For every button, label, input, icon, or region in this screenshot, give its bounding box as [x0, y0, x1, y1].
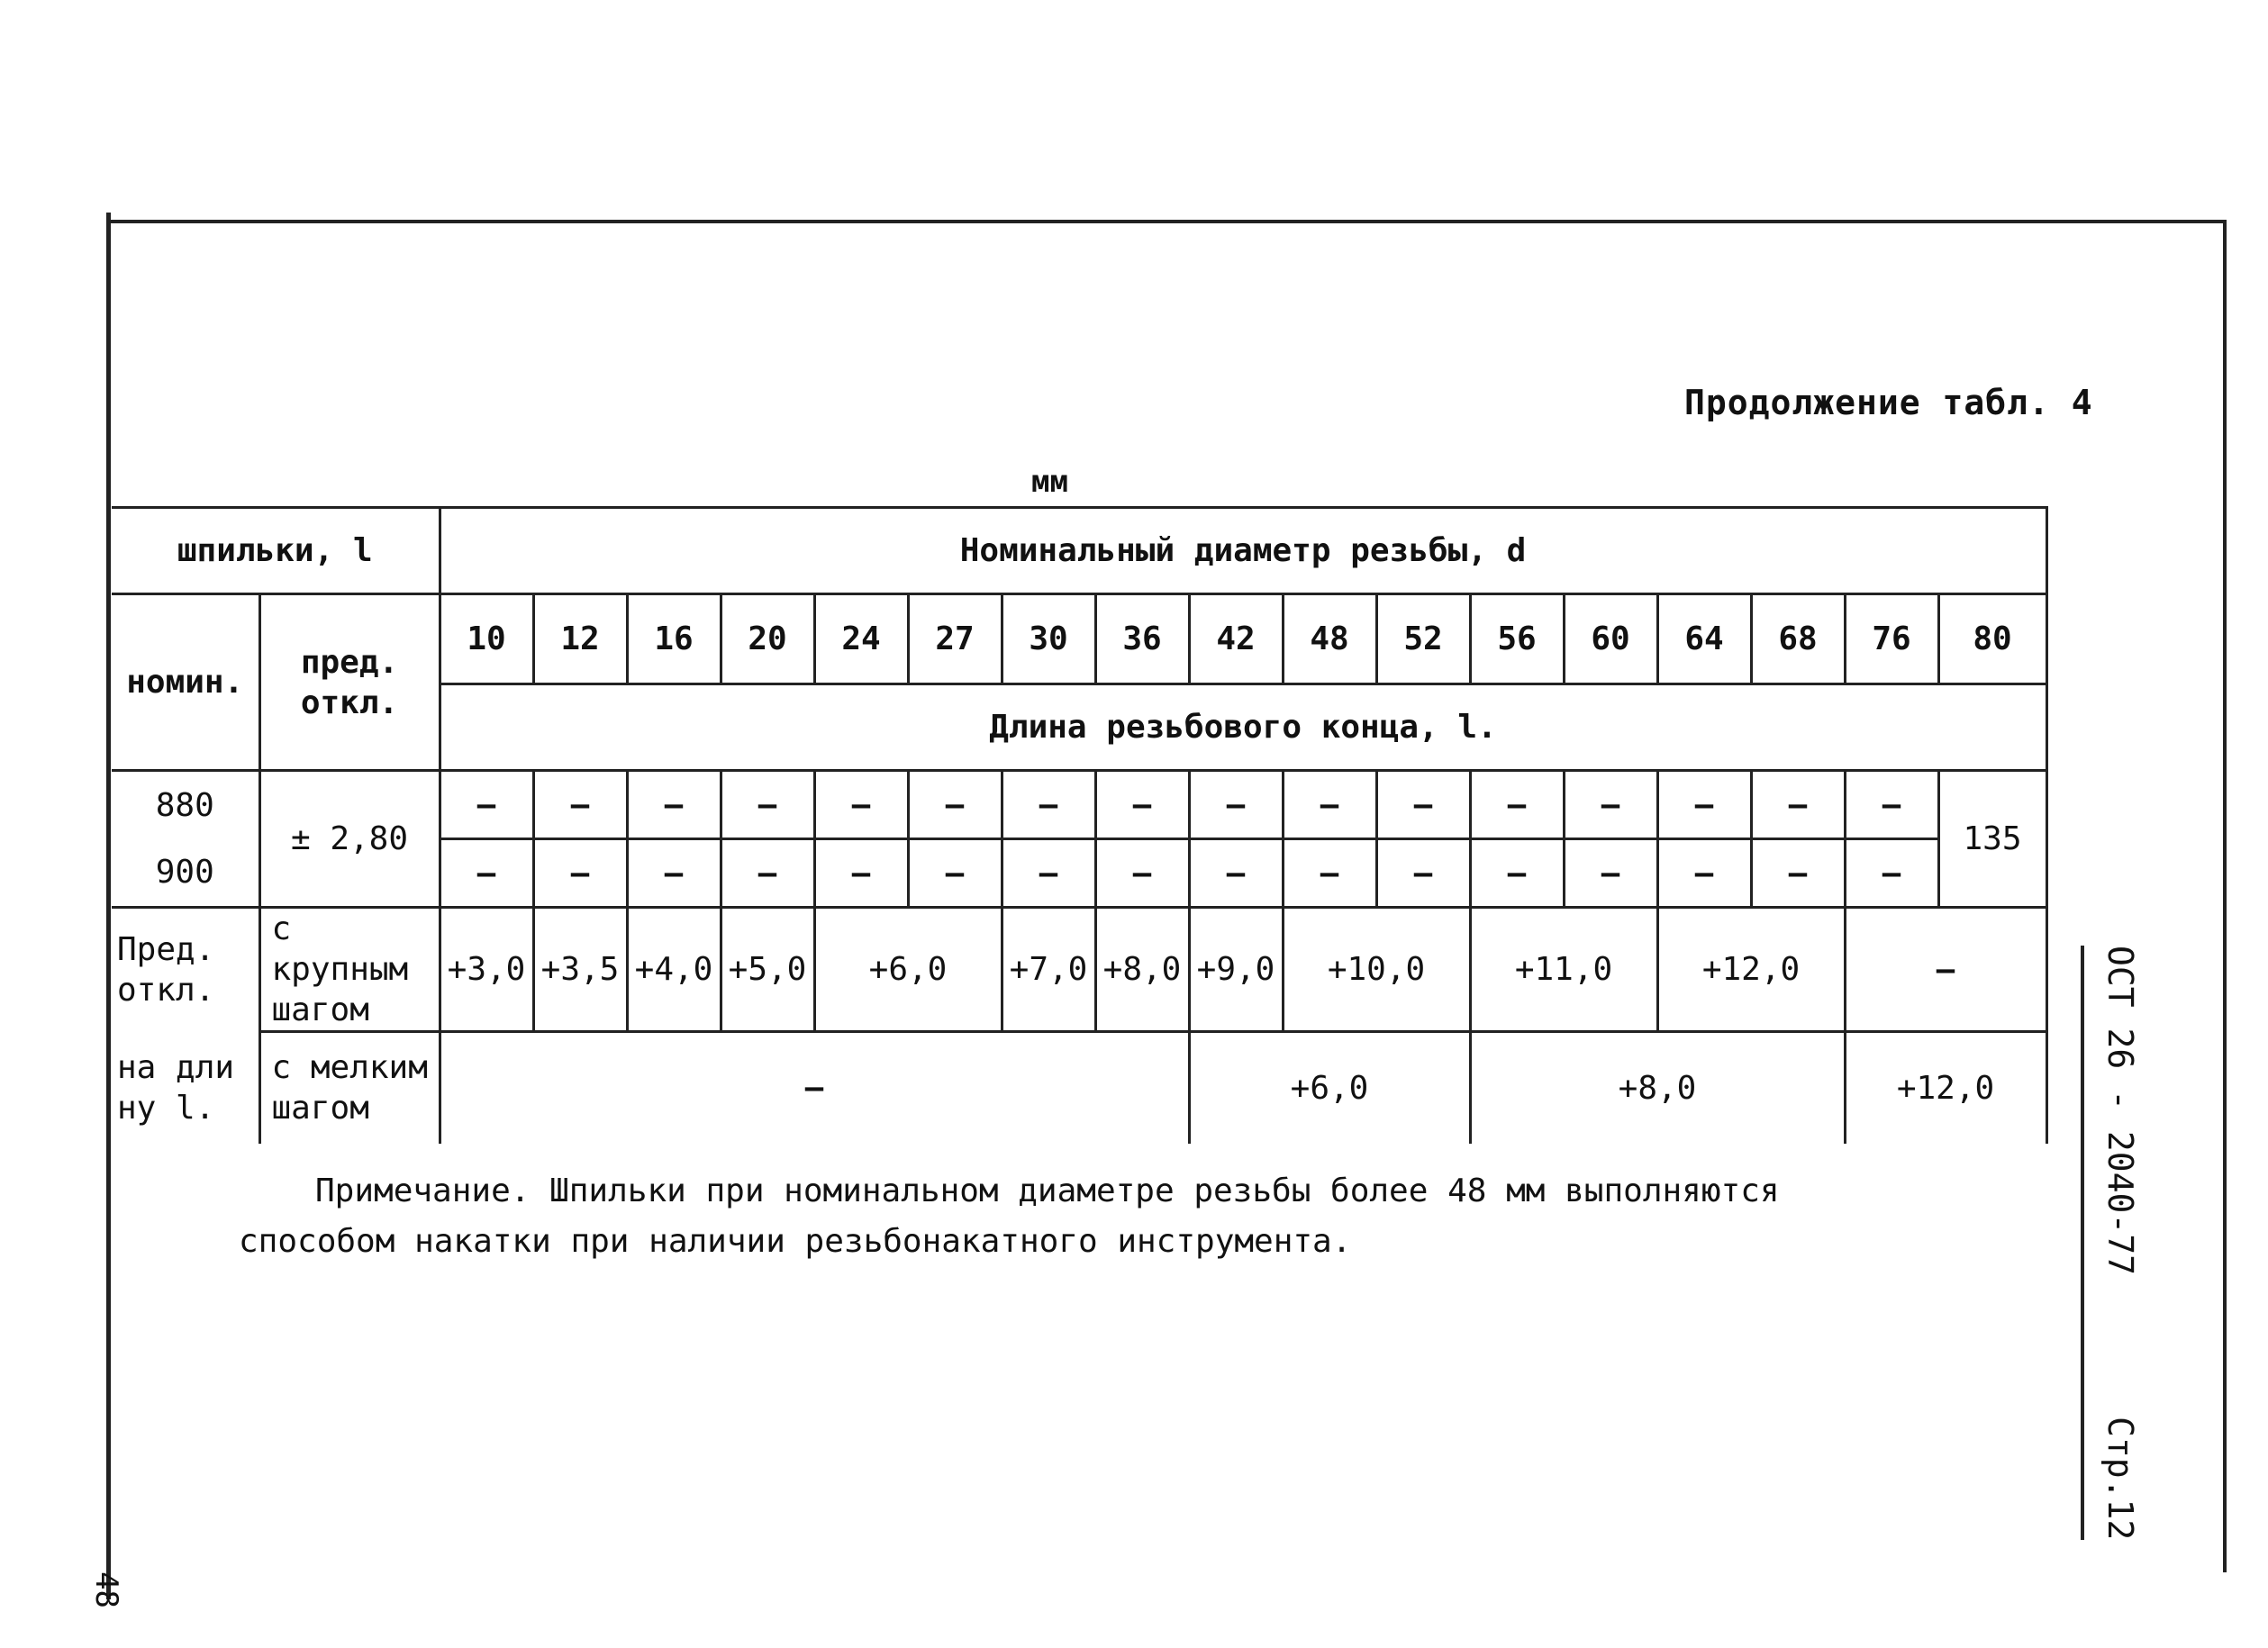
bottom-page-number: 48	[88, 1571, 124, 1608]
tolerance-header: пред. откл.	[259, 594, 440, 771]
row-880-cell: –	[1095, 771, 1189, 839]
fine-value: +8,0	[1470, 1032, 1845, 1144]
coarse-value: +8,0	[1095, 908, 1189, 1032]
side-document-code	[2081, 946, 2140, 1540]
coarse-value: +7,0	[1002, 908, 1095, 1032]
thread-length-header: Длина резьбового конца, l.	[440, 684, 2046, 771]
coarse-value: +3,0	[440, 908, 533, 1032]
frame-left-line	[106, 213, 111, 1599]
diameter-27: 27	[908, 594, 1002, 684]
coarse-value: +12,0	[1657, 908, 1845, 1032]
diameter-56: 56	[1470, 594, 1564, 684]
row-880-cell: –	[1470, 771, 1564, 839]
diameter-68: 68	[1751, 594, 1845, 684]
row-900-cell: –	[1845, 839, 1938, 908]
row-880-cell: –	[721, 771, 814, 839]
row-880-cell: –	[1283, 771, 1376, 839]
diameter-48: 48	[1283, 594, 1376, 684]
coarse-value: +11,0	[1470, 908, 1657, 1032]
row-880-cell: –	[1564, 771, 1657, 839]
tolerance-value: ± 2,80	[259, 771, 440, 908]
deviation-label-bottom: на дли ну l.	[112, 1032, 259, 1144]
row-880-cell: –	[440, 771, 533, 839]
coarse-value: +10,0	[1283, 908, 1470, 1032]
diameter-52: 52	[1376, 594, 1470, 684]
unit-label: мм	[1031, 464, 1068, 500]
coarse-value: +3,5	[533, 908, 627, 1032]
row-880-cell: –	[1845, 771, 1938, 839]
diameter-64: 64	[1657, 594, 1751, 684]
diameter-76: 76	[1845, 594, 1938, 684]
diameter-20: 20	[721, 594, 814, 684]
coarse-value: +5,0	[721, 908, 814, 1032]
row-880-cell: –	[533, 771, 627, 839]
diameter-12: 12	[533, 594, 627, 684]
diameter-80: 80	[1938, 594, 2046, 684]
row-880-cell: –	[1189, 771, 1283, 839]
row-900-cell: –	[814, 839, 908, 908]
row-900-cell: –	[627, 839, 721, 908]
fine-value: +6,0	[1189, 1032, 1470, 1144]
fine-value: +12,0	[1845, 1032, 2046, 1144]
diameter-60: 60	[1564, 594, 1657, 684]
row-880-cell: –	[1751, 771, 1845, 839]
coarse-value: –	[1845, 908, 2046, 1032]
row-880-cell: –	[627, 771, 721, 839]
frame-right-line	[2223, 222, 2227, 1572]
row-900-cell: –	[1751, 839, 1845, 908]
row-900-cell: –	[721, 839, 814, 908]
row-880-cell: –	[1657, 771, 1751, 839]
continuation-label: Продолжение табл. 4	[1684, 383, 2093, 422]
coarse-value: +9,0	[1189, 908, 1283, 1032]
fine-value: –	[440, 1032, 1189, 1144]
diameter-header: Номинальный диаметр резьбы, d	[440, 508, 2046, 594]
diameter-16: 16	[627, 594, 721, 684]
row-900-cell: –	[1002, 839, 1095, 908]
stud-length-header: шпильки, l	[112, 508, 440, 594]
deviation-label-top: Пред. откл.	[112, 908, 259, 1032]
diameter-36: 36	[1095, 594, 1189, 684]
row-880-cell: –	[1376, 771, 1470, 839]
row-900-cell: –	[1470, 839, 1564, 908]
diameter-30: 30	[1002, 594, 1095, 684]
row-900-cell: –	[908, 839, 1002, 908]
stud-table	[112, 506, 2048, 1144]
coarse-pitch-label: с крупным шагом	[259, 908, 440, 1032]
diameter-42: 42	[1189, 594, 1283, 684]
side-page-text: Стр.12	[2100, 1416, 2140, 1540]
nominal-900: 900	[112, 839, 259, 908]
row-900-cell: –	[1095, 839, 1189, 908]
row-900-cell: –	[440, 839, 533, 908]
nominal-880: 880	[112, 771, 259, 839]
fine-pitch-label: с мелким шагом	[259, 1032, 440, 1144]
row-900-cell: –	[1564, 839, 1657, 908]
row-880-cell: –	[814, 771, 908, 839]
col80-value: 135	[1938, 771, 2046, 908]
frame-top-line	[110, 220, 2227, 223]
row-900-cell: –	[1376, 839, 1470, 908]
coarse-value: +6,0	[814, 908, 1002, 1032]
diameter-24: 24	[814, 594, 908, 684]
row-880-cell: –	[908, 771, 1002, 839]
table-note: Примечание. Шпильки при номинальном диаметре резьбы более 48 мм выполняются способом накатки при наличии резьбонакатного инструмента.	[239, 1173, 1780, 1260]
row-900-cell: –	[533, 839, 627, 908]
coarse-value: +4,0	[627, 908, 721, 1032]
nominal-header: номин.	[112, 594, 259, 771]
side-code-text: ОСТ 26 - 2040-77	[2100, 946, 2140, 1276]
diameter-10: 10	[440, 594, 533, 684]
row-900-cell: –	[1657, 839, 1751, 908]
row-880-cell: –	[1002, 771, 1095, 839]
row-900-cell: –	[1189, 839, 1283, 908]
row-900-cell: –	[1283, 839, 1376, 908]
